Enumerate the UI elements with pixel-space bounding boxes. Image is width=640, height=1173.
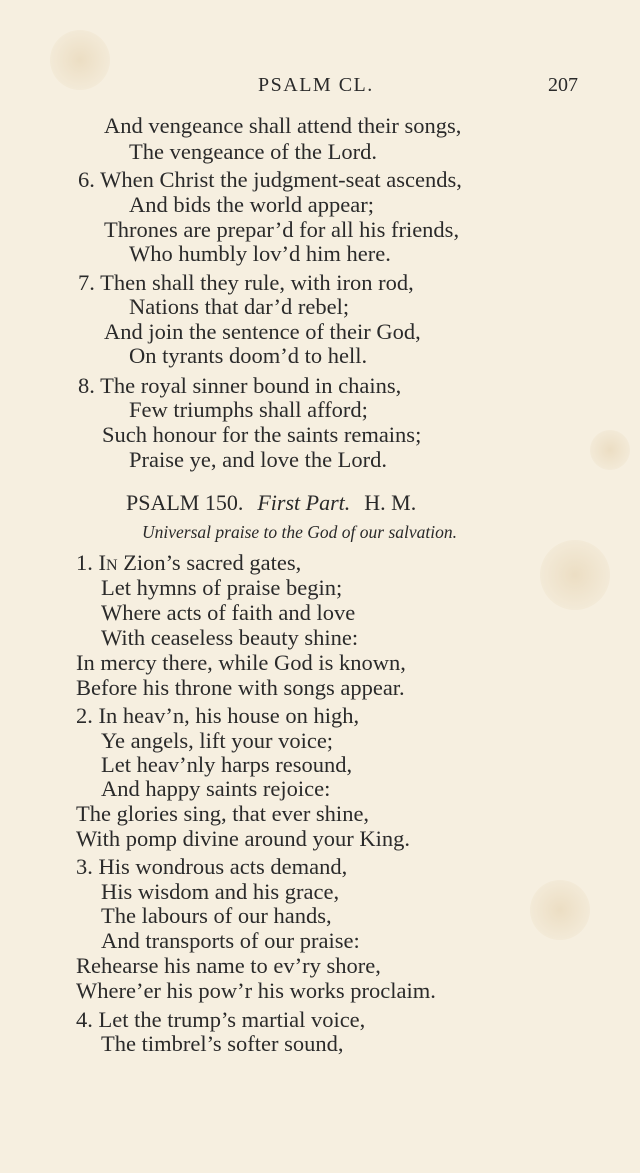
line-text: Then shall they rule, with iron rod,: [100, 270, 414, 295]
verse-number: 6.: [78, 167, 95, 192]
verse-line: [101, 776, 330, 801]
verse-line: [101, 728, 333, 753]
verse-number: 7.: [78, 270, 95, 295]
psalm-heading: [126, 490, 416, 516]
line-text: Let hymns of praise begin;: [101, 575, 343, 600]
line-text: And join the sentence of their God,: [104, 319, 421, 344]
psalm-subtitle: Universal praise to the God of our salvation.: [142, 522, 457, 542]
verse-number: 3.: [76, 854, 93, 879]
verse-line: [78, 167, 462, 192]
page-number: 207: [548, 74, 578, 96]
verse-line: [129, 447, 387, 472]
verse-line: [129, 397, 368, 422]
line-text: Such honour for the saints remains;: [102, 422, 422, 447]
drop-word: In: [98, 550, 118, 575]
line-text: Where’er his pow’r his works proclaim.: [76, 978, 436, 1003]
verse-number: 4.: [76, 1007, 93, 1032]
line-text: Few triumphs shall afford;: [129, 397, 368, 422]
line-text: Thrones are prepar’d for all his friends,: [104, 217, 460, 242]
paper-stain: [540, 540, 610, 610]
psalm-part: First Part.: [257, 490, 351, 515]
line-text: Where acts of faith and love: [101, 600, 356, 625]
paper-stain: [590, 430, 630, 470]
line-text: Zion’s sacred gates,: [117, 550, 302, 575]
line-text: In mercy there, while God is known,: [76, 650, 406, 675]
verse-line: [76, 826, 410, 851]
verse-line: [76, 978, 436, 1003]
verse-line: [76, 1007, 365, 1032]
line-text: Let heav’nly harps resound,: [101, 752, 353, 777]
line-text: The royal sinner bound in chains,: [100, 373, 402, 398]
verse-line: [129, 343, 367, 368]
verse-line: [104, 113, 461, 138]
line-text: Nations that dar’d rebel;: [129, 294, 350, 319]
line-text: Ye angels, lift your voice;: [101, 728, 334, 753]
line-text: With ceaseless beauty shine:: [101, 625, 359, 650]
verse-line: [76, 650, 406, 675]
line-text: The glories sing, that ever shine,: [76, 801, 370, 826]
line-text: And happy saints rejoice:: [101, 776, 331, 801]
verse-line: [101, 928, 360, 953]
line-text: Let the trump’s martial voice,: [98, 1007, 366, 1032]
psalm-meter: H. M.: [364, 490, 417, 515]
verse-line: [101, 1031, 343, 1056]
verse-number: 8.: [78, 373, 95, 398]
verse-line: [102, 422, 421, 447]
verse-line: [76, 550, 301, 575]
line-text: Praise ye, and love the Lord.: [129, 447, 388, 472]
line-text: On tyrants doom’d to hell.: [129, 343, 368, 368]
verse-line: [76, 953, 381, 978]
line-text: With pomp divine around your King.: [76, 826, 411, 851]
verse-line: [129, 241, 391, 266]
verse-line: [76, 854, 347, 879]
line-text: Before his throne with songs appear.: [76, 675, 405, 700]
verse-line: [101, 879, 339, 904]
verse-line: [76, 801, 369, 826]
line-text: The vengeance of the Lord.: [129, 139, 378, 164]
verse-line: [101, 600, 355, 625]
paper-stain: [530, 880, 590, 940]
running-title: PSALM CL.: [258, 74, 374, 96]
line-text: And vengeance shall attend their songs,: [104, 113, 462, 138]
verse-line: [101, 575, 342, 600]
page-header: [0, 74, 640, 98]
line-text: Rehearse his name to ev’ry shore,: [76, 953, 381, 978]
psalm-title: PSALM 150.: [126, 490, 244, 515]
line-text: In heav’n, his house on high,: [98, 703, 360, 728]
verse-line: [101, 903, 332, 928]
line-text: And bids the world appear;: [129, 192, 374, 217]
line-text: And transports of our praise:: [101, 928, 360, 953]
verse-line: [78, 270, 414, 295]
verse-line: [129, 294, 349, 319]
line-text: The labours of our hands,: [101, 903, 332, 928]
line-text: The timbrel’s softer sound,: [101, 1031, 344, 1056]
verse-line: [101, 625, 358, 650]
verse-line: [101, 752, 352, 777]
verse-line: [129, 139, 377, 164]
verse-line: [104, 319, 421, 344]
verse-number: 2.: [76, 703, 93, 728]
verse-line: [76, 675, 405, 700]
verse-line: [76, 703, 359, 728]
verse-number: 1.: [76, 550, 93, 575]
line-text: Who humbly lov’d him here.: [129, 241, 391, 266]
verse-line: [78, 373, 401, 398]
line-text: His wondrous acts demand,: [98, 854, 348, 879]
line-text: When Christ the judgment-seat ascends,: [100, 167, 462, 192]
line-text: His wisdom and his grace,: [101, 879, 340, 904]
verse-line: [104, 217, 459, 242]
verse-line: [129, 192, 374, 217]
